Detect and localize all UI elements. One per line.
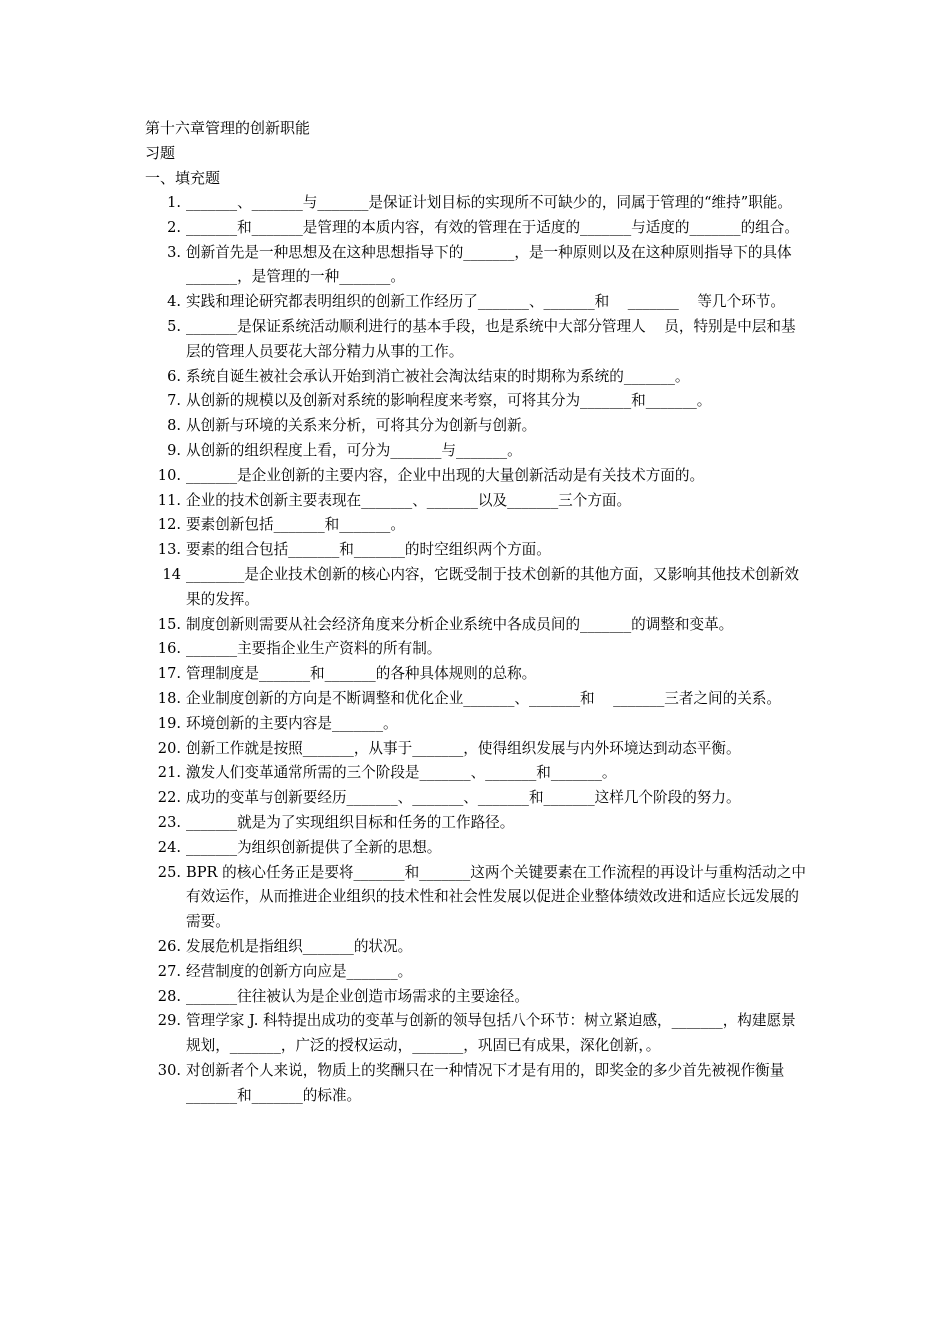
question-item (0, 712, 806, 737)
question-text: 从创新的组织程度上看，可分为_______与_______。 (186, 441, 522, 459)
question-item (0, 811, 806, 836)
question-item (0, 960, 806, 985)
question-item (0, 389, 806, 414)
question-text: _______是企业创新的主要内容，企业中出现的大量创新活动是有关技术方面的。 (186, 466, 705, 484)
question-text: 管理学家 J. 科特提出成功的变革与创新的领导包括八个环节：树立紧迫感，_______，构建愿景规划，_______，广泛的授权运动，_______，巩固已有成果，深化创新，。 (186, 1012, 796, 1055)
question-number: 17. (157, 665, 181, 683)
question-text: BPR 的核心任务正是要将_______和_______这两个关键要素在工作流程的再设计与重构活动之中有效运作，从而推进企业组织的技术性和社会性发展以促进企业整体绩效改进和适应长远发展的需要。 (186, 863, 806, 931)
question-text: _______主要指企业生产资料的所有制。 (186, 640, 442, 658)
question-text: 激发人们变革通常所需的三个阶段是_______、_______和_______。 (186, 764, 617, 782)
question-number: 23. (157, 813, 181, 831)
question-number: 18. (157, 689, 181, 707)
question-text: 企业的技术创新主要表现在_______、_______以及_______三个方面。 (186, 491, 632, 509)
question-item (0, 1059, 806, 1109)
question-text: ________是企业技术创新的核心内容，它既受制于技术创新的其他方面，又影响其他技术创新效果的发挥。 (186, 565, 799, 608)
question-item (0, 836, 806, 861)
question-item (0, 315, 806, 365)
question-text: _______为组织创新提供了全新的思想。 (186, 838, 442, 856)
question-number: 26. (157, 937, 181, 955)
question-number: 8. (167, 417, 181, 435)
question-number: 21. (157, 764, 181, 782)
question-number: 11. (157, 491, 181, 509)
question-item (0, 985, 806, 1010)
question-text: 从创新与环境的关系来分析，可将其分为创新与创新。 (186, 417, 537, 435)
question-item (0, 737, 806, 762)
question-text: 从创新的规模以及创新对系统的影响程度来考察，可将其分为_______和_______。 (186, 392, 712, 410)
question-item (0, 637, 806, 662)
section-title: 一、填充题 (145, 169, 221, 187)
question-item (0, 290, 806, 315)
question-text: 管理制度是_______和_______的各种具体规则的总称。 (186, 665, 537, 683)
question-text: 对创新者个人来说，物质上的奖酬只在一种情况下才是有用的，即奖金的多少首先被视作衡量_______和_______的标准。 (186, 1061, 785, 1104)
question-text: _______是保证系统活动顺利进行的基本手段，也是系统中大部分管理人 员，特别是中层和基层的管理人员要花大部分精力从事的工作。 (186, 317, 796, 360)
question-number: 20. (157, 739, 181, 757)
question-item (0, 662, 806, 687)
chapter-title: 第十六章管理的创新职能 (145, 119, 311, 137)
question-number: 30. (157, 1061, 181, 1079)
question-number: 15. (157, 615, 181, 633)
question-item (0, 563, 806, 613)
question-text: _______和_______是管理的本质内容，有效的管理在于适度的_______与适度的_______的组合。 (186, 218, 799, 236)
question-number: 24. (157, 838, 181, 856)
question-text: 成功的变革与创新要经历_______、_______、_______和_______这样几个阶段的努力。 (186, 789, 741, 807)
question-text: 要素的组合包括_______和_______的时空组织两个方面。 (186, 541, 551, 559)
question-item (0, 414, 806, 439)
question-item (0, 513, 806, 538)
question-item (0, 861, 806, 935)
question-text: 企业制度创新的方向是不断调整和优化企业_______、_______和 _______三者之间的关系。 (186, 689, 782, 707)
question-number: 28. (157, 987, 181, 1005)
question-number: 14 (162, 565, 181, 583)
question-item (0, 439, 806, 464)
question-number: 25. (157, 863, 181, 881)
question-text: 制度创新则需要从社会经济角度来分析企业系统中各成员间的_______的调整和变革。 (186, 615, 734, 633)
question-number: 7. (167, 392, 181, 410)
question-number: 9. (167, 441, 181, 459)
question-text: 发展危机是指组织_______的状况。 (186, 937, 413, 955)
question-number: 5. (167, 317, 181, 335)
question-item (0, 786, 806, 811)
question-item (0, 761, 806, 786)
question-number: 19. (157, 714, 181, 732)
question-item (0, 489, 806, 514)
question-text: 系统自诞生被社会承认开始到消亡被社会淘汰结束的时期称为系统的_______。 (186, 367, 690, 385)
question-item (0, 191, 806, 216)
question-number: 27. (157, 962, 181, 980)
question-item (0, 365, 806, 390)
question-text: _______往往被认为是企业创造市场需求的主要途径。 (186, 987, 529, 1005)
question-item (0, 1009, 806, 1059)
question-item (0, 687, 806, 712)
question-number: 2. (167, 218, 181, 236)
question-item (0, 464, 806, 489)
question-number: 1. (167, 194, 181, 211)
question-item (0, 935, 806, 960)
question-number: 10. (157, 466, 181, 484)
question-number: 13. (157, 541, 181, 559)
question-text: 创新工作就是按照_______，从事于_______，使得组织发展与内外环境达到动态平衡。 (186, 739, 741, 757)
question-number: 3. (167, 243, 181, 261)
question-text: 创新首先是一种思想及在这种思想指导下的_______，是一种原则以及在这种原则指导下的具体_______，是管理的一种_______。 (186, 243, 792, 286)
question-text: 环境创新的主要内容是_______。 (186, 714, 398, 732)
question-number: 12. (157, 516, 181, 534)
question-text: _______就是为了实现组织目标和任务的工作路径。 (186, 813, 515, 831)
question-text: _______、_______与_______是保证计划目标的实现所不可缺少的，同属于管理的“维持”职能。 (186, 194, 792, 211)
question-number: 4. (167, 293, 181, 311)
question-item (0, 538, 806, 563)
question-text: 要素创新包括_______和_______。 (186, 516, 405, 534)
question-item (0, 241, 806, 291)
question-text: 经营制度的创新方向应是_______。 (186, 962, 413, 980)
question-number: 6. (167, 367, 181, 385)
question-item (0, 613, 806, 638)
question-item (0, 216, 806, 241)
question-number: 29. (157, 1012, 181, 1030)
question-number: 22. (157, 789, 181, 807)
question-number: 16. (157, 640, 181, 658)
exercise-label: 习题 (145, 144, 176, 162)
question-text: 实践和理论研究都表明组织的创新工作经历了_______、_______和 _______ 等几个环节。 (186, 293, 785, 311)
question-list (0, 191, 950, 1108)
